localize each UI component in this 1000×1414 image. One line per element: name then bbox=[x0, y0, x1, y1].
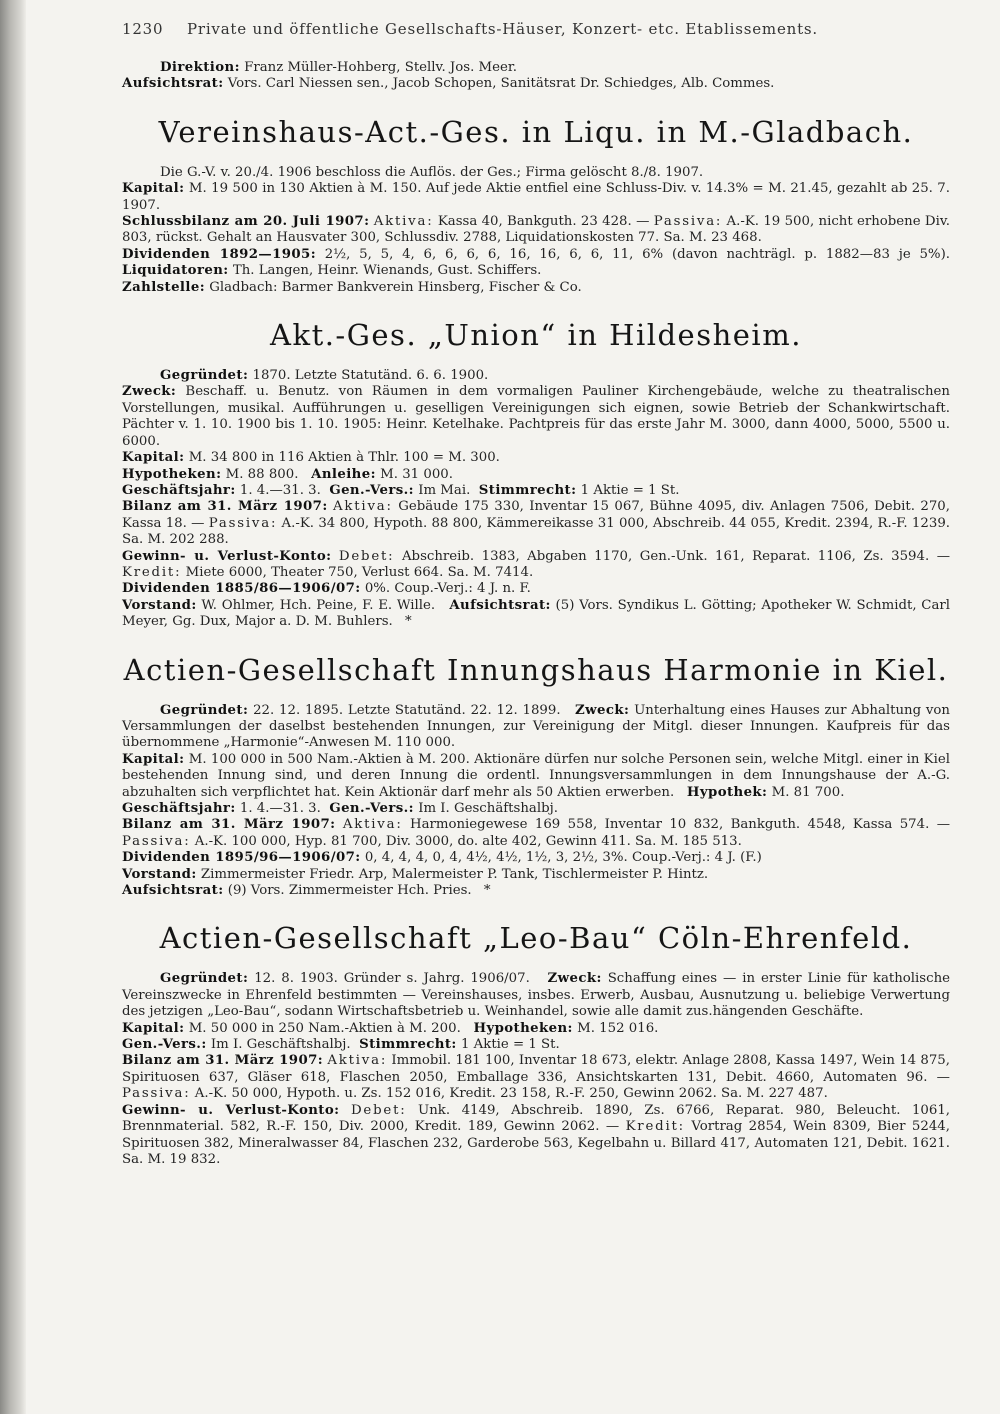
geschaeftsjahr-text: 1. 4.—31. 3. bbox=[239, 801, 321, 816]
hypothek-label: Hypothek: bbox=[686, 784, 768, 800]
gegruendet-label: Gegründet: bbox=[160, 368, 249, 384]
aufsichtsrat-text: (5) Vors. Syndikus L. Götting; Apotheker W. Schmidt, Carl Meyer, Gg. Dux, Major a. D. M. Buhlers. bbox=[122, 597, 950, 630]
aufsichtsrat-label: Aufsichtsrat: bbox=[122, 883, 224, 899]
guv-label: Gewinn- u. Verlust-Konto: bbox=[122, 1102, 340, 1118]
liquidatoren-text: Th. Langen, Heinr. Wienands, Gust. Schiffers. bbox=[232, 263, 542, 279]
kapital-label: Kapital: bbox=[122, 450, 185, 466]
section-body: Gegründet: 1870. Letzte Statutänd. 6. 6. 1900. Zweck: Beschaff. u. Benutz. von Räumen in dem vormaligen Pauliner Kirchengebäude, welche zu theatralischen Vorstellungen, musikal. Aufführungen u. geselligen Vereinigungen sich eignen, sowie Betrieb der Schankwirtschaft. Pächter v. 1. 10. 1900 bis 1. 10. 1905: Heinr. Ketelhake. Pachtpreis für das erste Jahr M. 3000, dann 4000, 5000, 5500 u. 6000. Kapital: M. 34 800 in 116 Aktien à Thlr. 100 = M. 300. Hypotheken: M. 88 800. Anleihe: M. 31 000. Geschäftsjahr: 1. 4.—31. 3. Gen.-Vers.: Im Mai. Stimmrecht: 1 Aktie = 1 St. Bilanz am 31. März 1907: Aktiva: Gebäude 175 330, Inventar 15 067, Bühne 4095, div. Anlagen 7506, Debit. 270, Kassa 18. — Passiva: A.-K. 34 800, Hypoth. 88 800, Kämmereikasse 31 000, Abschreib. 44 055, Kredit. 2394, R.-F. 1239. Sa. M. 202 288. Gewinn- u. Verlust-Konto: Debet: Abschreib. 1383, Abgaben 1170, Gen.-Unk. 161, Reparat. 1106, Zs. 3594. — Kredit: Miete 6000, Theater 750, Verlust 664. Sa. M. 7414. Dividenden 1885/86—1906/07: 0%. Coup.-Verj.: 4 J. n. F. Vorstand: W. Ohlmer, Hch. Peine, F. E. Wille. Aufsichtsrat: (5) Vors. Syndikus L. Götting; Apotheker W. Schmidt, Carl Meyer, Gg. Dux, Major a. D. M. Buhlers. * bbox=[122, 368, 950, 630]
zahlstelle-text: Gladbach: Barmer Bankverein Hinsberg, Fischer & Co. bbox=[209, 279, 582, 295]
section-body: Die G.-V. v. 20./4. 1906 beschloss die Auflös. der Ges.; Firma gelöscht 8./8. 1907. Kapital: M. 19 500 in 130 Aktien à M. 150. Auf jede Aktie entfiel eine Schluss-Div. v. 14.3% = M. 21.45, gezahlt ab 25. 7. 1907. Schlussbilanz am 20. Juli 1907: Aktiva: Kassa 40, Bankguth. 23 428. — Passiva: A.-K. 19 500, nicht erhobene Div. 803, rückst. Gehalt an Hausvater 300, Schlussdiv. 2788, Liquidationskosten 77. Sa. M. 23 468. Dividenden 1892—1905: 2½, 5, 5, 4, 6, 6, 6, 6, 16, 16, 6, 6, 11, 6% (davon nachträgl. p. 1882—83 je 5%). Liquidatoren: Th. Langen, Heinr. Wienands, Gust. Schiffers. Zahlstelle: Gladbach: Barmer Bankverein Hinsberg, Fischer & Co. bbox=[122, 164, 950, 295]
zweck-label: Zweck: bbox=[547, 971, 602, 987]
gegruendet-text: 22. 12. 1895. Letzte Statutänd. 22. 12. 1899. bbox=[253, 702, 561, 718]
passiva-text: A.-K. 50 000, Hypoth. u. Zs. 152 016, Kredit. 23 158, R.-F. 250, Gewinn 2062. Sa. M. 227 487. bbox=[194, 1086, 828, 1102]
bilanz-label: Bilanz am 31. März 1907: bbox=[122, 499, 328, 515]
zweck-label: Zweck: bbox=[122, 384, 177, 400]
passiva-text: A.-K. 100 000, Hyp. 81 700, Div. 3000, do. alte 402, Gewinn 411. Sa. M. 185 513. bbox=[194, 833, 742, 849]
section-harmonie-kiel bbox=[122, 653, 950, 900]
section-leo-bau-koeln bbox=[122, 921, 950, 1168]
aktiva-label: Aktiva: bbox=[342, 817, 403, 833]
dividenden-text: 2½, 5, 5, 4, 6, 6, 6, 6, 16, 16, 6, 6, 11, 6% (davon nachträgl. p. 1882—83 je 5%). bbox=[324, 246, 950, 262]
zweck-text: Beschaff. u. Benutz. von Räumen in dem vormaligen Pauliner Kirchengebäude, welche zu theatralischen Vorstellungen, musikal. Aufführungen u. geselligen Vereinigungen sich eignen, sowie Betrieb der Schankwirtschaft. Pächter v. 1. 10. 1900 bis 1. 10. 1905: Heinr. Ketelhake. Pachtpreis für das erste Jahr M. 3000, dann 4000, 5000, 5500 u. 6000. bbox=[122, 384, 950, 449]
hypothek-text: M. 81 700. bbox=[771, 784, 845, 800]
geschaeftsjahr-label: Geschäftsjahr: bbox=[122, 801, 236, 816]
dividenden-text: 0, 4, 4, 4, 0, 4, 4½, 4½, 1½, 3, 2½, 3%. Coup.-Verj.: 4 J. (F.) bbox=[364, 850, 762, 866]
stimmrecht-text: 1 Aktie = 1 St. bbox=[460, 1037, 560, 1053]
passiva-label: Passiva: bbox=[208, 515, 278, 531]
debet-text: Unk. 4149, Abschreib. 1890, Zs. 6766, Reparat. 980, Beleucht. 1061, Brennmaterial. 582, R.-F. 150, Div. 2000, Kredit. 189, Gewinn 2062. bbox=[122, 1102, 951, 1135]
anleihe-text: M. 31 000. bbox=[380, 466, 453, 482]
zahlstelle-label: Zahlstelle: bbox=[122, 279, 205, 295]
dividenden-label: Dividenden 1892—1905: bbox=[122, 246, 317, 262]
gen-vers-label: Gen.-Vers.: bbox=[122, 1037, 207, 1053]
kredit-label: Kredit: bbox=[625, 1119, 685, 1135]
footnote-star: * bbox=[483, 883, 491, 899]
gen-vers-text: Im Mai. bbox=[418, 482, 471, 498]
gegruendet-label: Gegründet: bbox=[160, 702, 249, 718]
stimmrecht-text: 1 Aktie = 1 St. bbox=[580, 482, 680, 498]
gegruendet-text: 1870. Letzte Statutänd. 6. 6. 1900. bbox=[252, 368, 489, 384]
debet-label: Debet: bbox=[350, 1102, 407, 1118]
hypotheken-text: M. 88 800. bbox=[225, 466, 299, 482]
scan-binding-edge bbox=[0, 0, 26, 1414]
gen-vers-text: Im I. Geschäftshalbj. bbox=[418, 801, 558, 816]
intro-paragraph bbox=[122, 60, 950, 93]
guv-label: Gewinn- u. Verlust-Konto: bbox=[122, 548, 332, 564]
aktiva-text: Harmoniegewese 169 558, Inventar 10 832, Bankguth. 4548, Kassa 574. bbox=[410, 817, 930, 833]
kapital-label: Kapital: bbox=[122, 181, 185, 197]
direktion-label: Direktion: bbox=[160, 60, 240, 75]
debet-text: Abschreib. 1383, Abgaben 1170, Gen.-Unk. 161, Reparat. 1106, Zs. 3594. bbox=[401, 548, 930, 564]
bilanz-label: Bilanz am 31. März 1907: bbox=[122, 817, 336, 833]
geschaeftsjahr-text: 1. 4.—31. 3. bbox=[239, 482, 321, 498]
kapital-label: Kapital: bbox=[122, 751, 185, 767]
direktion-text: Franz Müller-Hohberg, Stellv. Jos. Meer. bbox=[244, 60, 518, 75]
gen-vers-text: Im I. Geschäftshalbj. bbox=[210, 1037, 351, 1053]
vorstand-text: Zimmermeister Friedr. Arp, Malermeister P. Tank, Tischlermeister P. Hintz. bbox=[200, 866, 709, 882]
section-body: Gegründet: 12. 8. 1903. Gründer s. Jahrg. 1906/07. Zweck: Schaffung eines — in erster Linie für katholische Vereinszwecke in Ehrenfeld bestimmten — Vereinshauses, insbes. Erwerb, Ausbau, Ausnutzung u. beliebige Verwertung des jetzigen „Leo-Bau“, sodann Wirtschaftsbetrieb u. Weinhandel, sowie alle damit zus.hängenden Geschäfte. Kapital: M. 50 000 in 250 Nam.-Aktien à M. 200. Hypotheken: M. 152 016. Gen.-Vers.: Im I. Geschäftshalbj. Stimmrecht: 1 Aktie = 1 St. Bilanz am 31. März 1907: Aktiva: Immobil. 181 100, Inventar 18 673, elektr. Anlage 2808, Kassa 1497, Wein 14 875, Spirituosen 637, Gläser 618, Flaschen 2050, Emballage 336, Ansichtskarten 131, Debit. 4660, Automaten 96. — Passiva: A.-K. 50 000, Hypoth. u. Zs. 152 016, Kredit. 23 158, R.-F. 250, Gewinn 2062. Sa. M. 227 487. Gewinn- u. Verlust-Konto: Debet: Unk. 4149, Abschreib. 1890, Zs. 6766, Reparat. 980, Beleucht. 1061, Brennmaterial. 582, R.-F. 150, Div. 2000, Kredit. 189, Gewinn 2062. — Kredit: Vortrag 2854, Wein 8309, Bier 5244, Spirituosen 382, Mineralwasser 84, Flaschen 232, Garderobe 563, Kegelbahn u. Billard 417, Automaten 121, Debit. 1621. Sa. M. 19 832. bbox=[122, 971, 951, 1167]
gegruendet-label: Gegründet: bbox=[160, 971, 249, 987]
kredit-text: Miete 6000, Theater 750, Verlust 664. Sa. M. 7414. bbox=[185, 564, 534, 580]
aktiva-label: Aktiva: bbox=[333, 499, 393, 515]
passiva-label: Passiva: bbox=[653, 214, 723, 230]
kapital-label: Kapital: bbox=[122, 1020, 185, 1036]
vorstand-text: W. Ohlmer, Hch. Peine, F. E. Wille. bbox=[201, 597, 436, 613]
kapital-text: M. 100 000 in 500 Nam.-Aktien à M. 200. Aktionäre dürfen nur solche Personen sein, welche Mitgl. einer in Kiel bestehenden Innung sind, und deren Innung die ordentl. Innungsversammlungen in dem Innungshause der A.-G. abzuhalten sich verpflichtet hat. Kein Aktionär darf mehr als 50 Aktien erwerben. bbox=[122, 751, 950, 800]
liquidatoren-label: Liquidatoren: bbox=[122, 263, 229, 279]
hypotheken-label: Hypotheken: bbox=[122, 466, 222, 482]
dividenden-label: Dividenden 1895/96—1906/07: bbox=[122, 850, 361, 866]
zweck-label: Zweck: bbox=[575, 702, 630, 718]
debet-label: Debet: bbox=[338, 548, 395, 564]
section-body: Gegründet: 22. 12. 1895. Letzte Statutänd. 22. 12. 1899. Zweck: Unterhaltung eines Hauses zur Abhaltung von Versammlungen der daselbst bestehenden Innungen, zur Vereinigung der Mitgl. dieser Innungen. Kaufpreis für das übernommene „Harmonie“-Anwesen M. 110 000. Kapital: M. 100 000 in 500 Nam.-Aktien à M. 200. Aktionäre dürfen nur solche Personen sein, welche Mitgl. einer in Kiel bestehenden Innung sind, und deren Innung die ordentl. Innungsversammlungen in dem Innungshause der A.-G. abzuhalten sich verpflichtet hat. Kein Aktionär darf mehr als 50 Aktien erwerben. Hypothek: M. 81 700. Geschäftsjahr: 1. 4.—31. 3. Gen.-Vers.: Im I. Geschäftshalbj. Bilanz am 31. März 1907: Aktiva: Harmoniegewese 169 558, Inventar 10 832, Bankguth. 4548, Kassa 574. — Passiva: A.-K. 100 000, Hyp. 81 700, Div. 3000, do. alte 402, Gewinn 411. Sa. M. 185 513. Dividenden 1895/96—1906/07: 0, 4, 4, 4, 0, 4, 4½, 4½, 1½, 3, 2½, 3%. Coup.-Verj.: 4 J. (F.) Vorstand: Zimmermeister Friedr. Arp, Malermeister P. Tank, Tischlermeister P. Hintz. Aufsichtsrat: (9) Vors. Zimmermeister Hch. Pries. * bbox=[122, 702, 950, 899]
bilanz-label: Bilanz am 31. März 1907: bbox=[122, 1053, 324, 1069]
section-union-hildesheim bbox=[122, 318, 950, 631]
dividenden-text: 0%. Coup.-Verj.: 4 J. n. F. bbox=[364, 581, 531, 597]
stimmrecht-label: Stimmrecht: bbox=[478, 482, 577, 498]
kapital-text: M. 34 800 in 116 Aktien à Thlr. 100 = M. 300. bbox=[188, 450, 500, 466]
stimmrecht-label: Stimmrecht: bbox=[359, 1037, 457, 1053]
passiva-label: Passiva: bbox=[122, 1086, 191, 1102]
aufsichtsrat-label: Aufsichtsrat: bbox=[122, 76, 224, 92]
section-title: Actien-Gesellschaft Innungshaus Harmonie in Kiel. bbox=[123, 652, 949, 687]
kredit-label: Kredit: bbox=[122, 564, 182, 580]
vorstand-label: Vorstand: bbox=[122, 597, 197, 613]
anleihe-label: Anleihe: bbox=[311, 466, 376, 482]
footnote-star: * bbox=[404, 614, 412, 630]
aktiva-label: Aktiva: bbox=[373, 214, 434, 230]
aktiva-text: Immobil. 181 100, Inventar 18 673, elektr. Anlage 2808, Kassa 1497, Wein 14 875, Spirituosen 637, Gläser 618, Flaschen 2050, Emballage 336, Ansichtskarten 131, Debit. 4660, Automaten 96. bbox=[122, 1053, 950, 1085]
passiva-text: A.-K. 34 800, Hypoth. 88 800, Kämmereikasse 31 000, Abschreib. 44 055, Kredit. 2394, R.-F. 1239. Sa. M. 202 288. bbox=[122, 515, 950, 548]
gegruendet-text: 12. 8. 1903. Gründer s. Jahrg. 1906/07. bbox=[254, 971, 530, 987]
aktiva-label: Aktiva: bbox=[327, 1053, 388, 1069]
aufsichtsrat-text: (9) Vors. Zimmermeister Hch. Pries. bbox=[227, 883, 472, 899]
aktiva-text: Kassa 40, Bankguth. 23 428. bbox=[437, 214, 632, 230]
vorstand-label: Vorstand: bbox=[122, 866, 197, 882]
section-vereinshaus-gladbach bbox=[122, 115, 950, 296]
aktiva-text: Gebäude 175 330, Inventar 15 067, Bühne 4095, div. Anlagen 7506, Debit. 270, Kassa 18. bbox=[122, 499, 950, 531]
dividenden-label: Dividenden 1885/86—1906/07: bbox=[122, 581, 361, 597]
passiva-label: Passiva: bbox=[122, 833, 191, 849]
passiva-text: A.-K. 19 500, nicht erhobene Div. 803, rückst. Gehalt an Hausvater 300, Schlussdiv. 2788, Liquidationskosten 77. Sa. M. 23 468. bbox=[122, 214, 950, 246]
running-header bbox=[122, 20, 950, 38]
hypotheken-text: M. 152 016. bbox=[577, 1020, 659, 1036]
gen-vers-label: Gen.-Vers.: bbox=[329, 482, 414, 498]
document-page bbox=[122, 14, 950, 1172]
kapital-text: M. 19 500 in 130 Aktien à M. 150. Auf jede Aktie entfiel eine Schluss-Div. v. 14.3% = M. 21.45, gezahlt ab 25. 7. 1907. bbox=[122, 181, 950, 213]
zweck-text: Unterhaltung eines Hauses zur Abhaltung von Versammlungen der daselbst bestehenden Innungen, zur Vereinigung der Mitgl. dieser Innungen. Kaufpreis für das übernommene „Harmonie“-Anwesen M. 110 000. bbox=[122, 702, 950, 751]
section-title: Vereinshaus-Act.-Ges. in Liqu. in M.-Gladbach. bbox=[158, 114, 914, 149]
aufsichtsrat-label: Aufsichtsrat: bbox=[449, 597, 551, 613]
section-title: Akt.-Ges. „Union“ in Hildesheim. bbox=[270, 318, 802, 353]
gen-vers-label: Gen.-Vers.: bbox=[329, 801, 414, 816]
hypotheken-label: Hypotheken: bbox=[473, 1020, 573, 1036]
schlussbilanz-label: Schlussbilanz am 20. Juli 1907: bbox=[122, 214, 370, 230]
page-number: 1230 bbox=[122, 20, 164, 38]
zweck-text: Schaffung eines — in erster Linie für katholische Vereinszwecke in Ehrenfeld bestimmten — Vereinshauses, insbes. Erwerb, Ausbau, Ausnutzung u. beliebige Verwertung des jetzigen „Leo-Bau“, sodann Wirtschaftsbetrieb u. Weinhandel, sowie alle damit zus.hängenden Geschäfte. bbox=[122, 971, 951, 1020]
aufsichtsrat-text: Vors. Carl Niessen sen., Jacob Schopen, Sanitätsrat Dr. Schiedges, Alb. Commes. bbox=[227, 76, 775, 92]
section-title: Actien-Gesellschaft „Leo-Bau“ Cöln-Ehrenfeld. bbox=[159, 921, 913, 956]
intro-text: Die G.-V. v. 20./4. 1906 beschloss die Auflös. der Ges.; Firma gelöscht 8./8. 1907. bbox=[160, 164, 704, 180]
kapital-text: M. 50 000 in 250 Nam.-Aktien à M. 200. bbox=[188, 1020, 461, 1036]
geschaeftsjahr-label: Geschäftsjahr: bbox=[122, 482, 236, 498]
intro-continuation bbox=[122, 60, 950, 93]
running-title: Private und öffentliche Gesellschafts-Häuser, Konzert- etc. Etablissements. bbox=[186, 20, 818, 38]
kredit-text: Vortrag 2854, Wein 8309, Bier 5244, Spirituosen 382, Mineralwasser 84, Flaschen 232, Garderobe 563, Kegelbahn u. Billard 417, Automaten 121, Debit. 1621. Sa. M. 19 832. bbox=[122, 1119, 950, 1167]
